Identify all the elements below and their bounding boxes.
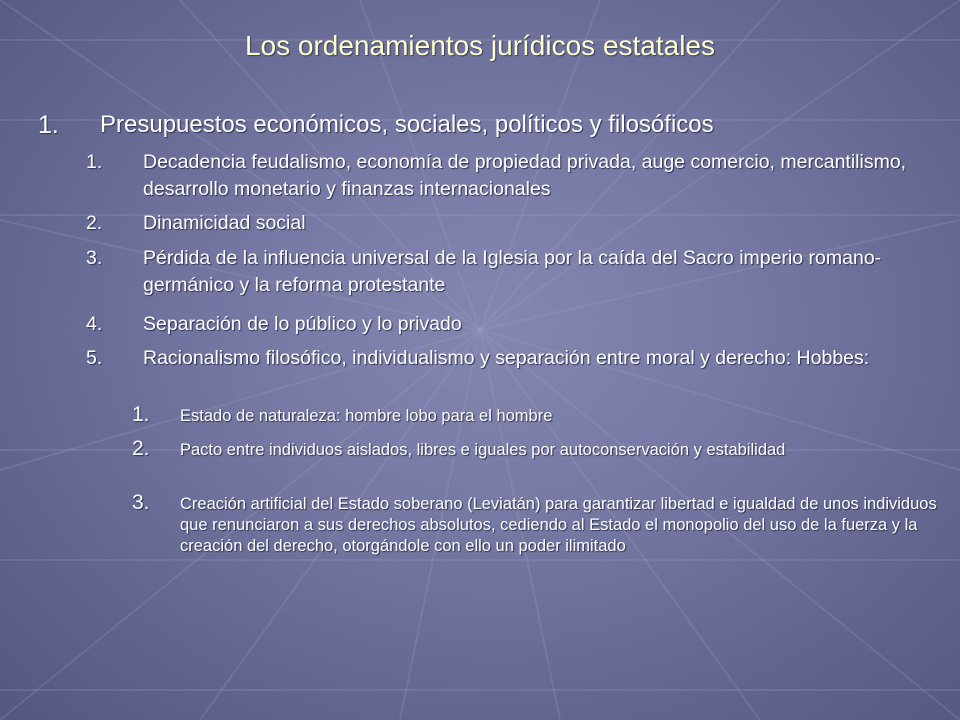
section-label: Presupuestos económicos, sociales, políticos y filosóficos xyxy=(100,111,714,138)
sub-list-item-number: 2. xyxy=(132,437,150,460)
list-item-number: 2. xyxy=(86,212,103,234)
list-item-text: Pérdida de la influencia universal de la Iglesia por la caída del Sacro imperio romano-germánico y la reforma protestante xyxy=(143,247,882,296)
slide-title: Los ordenamientos jurídicos estatales xyxy=(244,30,716,61)
list-item-text: Dinamicidad social xyxy=(143,212,306,234)
sub-list-item-number: 1. xyxy=(132,403,150,426)
list-item-number: 3. xyxy=(86,247,103,269)
sub-list-item-text: Estado de naturaleza: hombre lobo para el hombre xyxy=(180,407,553,425)
list-item-text: Decadencia feudalismo, economía de propiedad privada, auge comercio, mercantilismo, desarrollo monetario y finanzas internacionales xyxy=(143,151,907,200)
list-item-number: 5. xyxy=(86,347,103,369)
sub-list-item-number: 3. xyxy=(132,491,150,514)
list-item-text: Racionalismo filosófico, individualismo y separación entre moral y derecho: Hobbes: xyxy=(143,347,870,369)
list-item-number: 4. xyxy=(86,313,103,335)
sub-list-item-text: Creación artificial del Estado soberano (Leviatán) para garantizar libertad e igualdad de unos individuos que renunciaron a sus derechos absolutos, cediendo al Estado el monopolio del uso de la fuerza y la creación del derecho, otorgándole con ello un poder ilimitado xyxy=(180,495,937,555)
section-number: 1. xyxy=(38,111,59,139)
list-item-text: Separación de lo público y lo privado xyxy=(143,313,462,335)
sub-list-item-text: Pacto entre individuos aislados, libres e iguales por autoconservación y estabilidad xyxy=(180,441,786,459)
list-item-number: 1. xyxy=(86,151,103,173)
